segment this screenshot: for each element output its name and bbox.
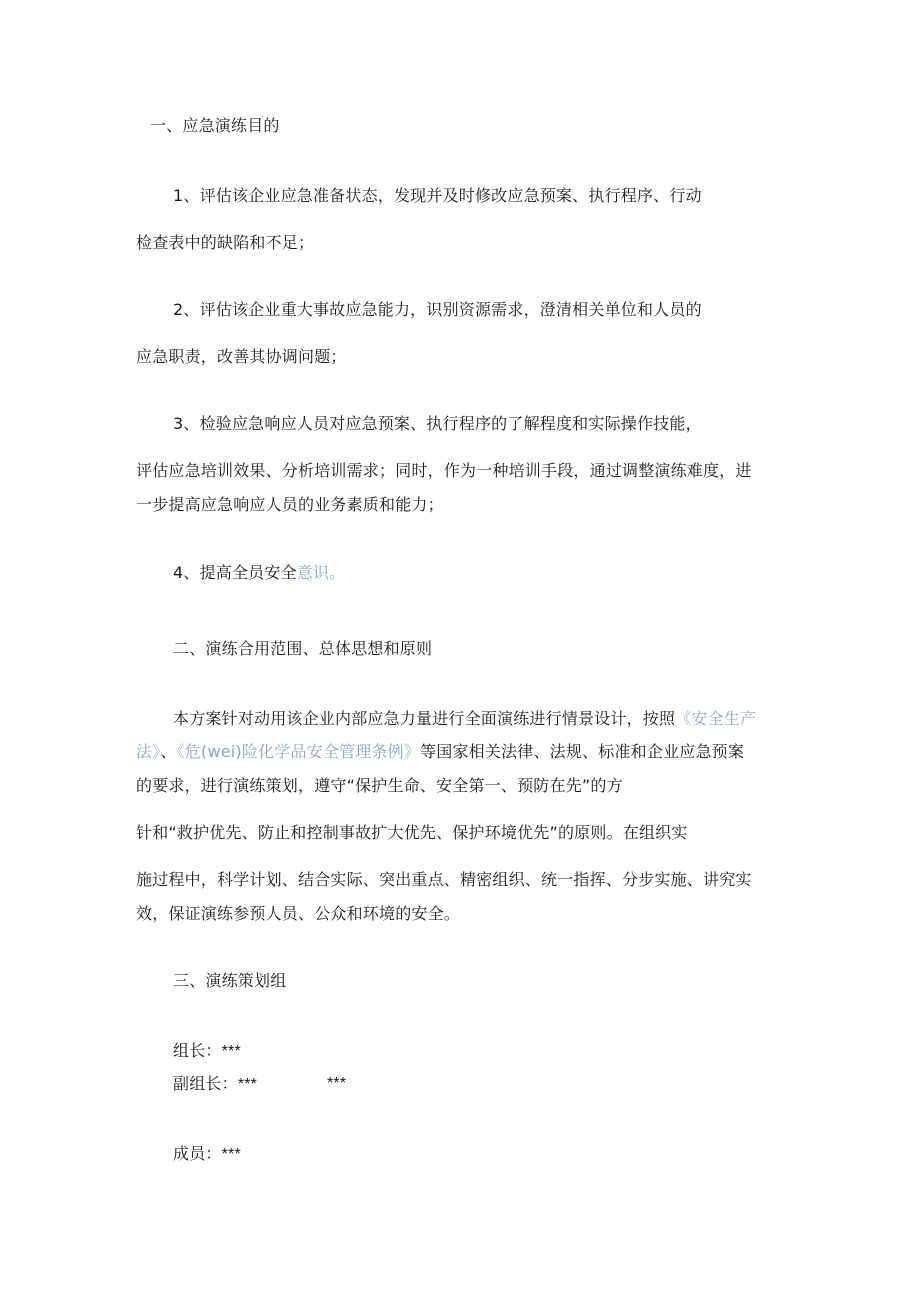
deputy-value-1: *** xyxy=(237,1076,258,1093)
leader-value: *** xyxy=(221,1043,241,1060)
section-2-para-line-4: 针和“救护优先、防止和控制事故扩大优先、保护环境优先”的原则。在组织实 xyxy=(136,823,688,842)
safety-law-link-cont[interactable]: 法》 xyxy=(136,742,161,761)
deputy-leader-row xyxy=(173,1073,257,1096)
section-1-title: 一、应急演练目的 xyxy=(150,116,280,135)
item-4-text: 4、提高全员安全 xyxy=(173,563,297,582)
item-4-link[interactable]: 意识。 xyxy=(296,563,346,582)
item-2-line-2: 应急职责，改善其协调问题； xyxy=(136,347,347,366)
section-2-para-line-2 xyxy=(136,741,744,763)
item-3-line-1: 3、检验应急响应人员对应急预案、执行程序的了解程度和实际操作技能， xyxy=(173,414,702,433)
para-line-2-text: 等国家相关法律、法规、标准和企业应急预案 xyxy=(420,742,745,761)
safety-law-link[interactable]: 《安全生产 xyxy=(675,709,757,728)
item-1-line-2: 检查表中的缺陷和不足； xyxy=(136,233,315,252)
leader-row xyxy=(173,1040,241,1063)
member-label: 成员： xyxy=(173,1144,222,1163)
item-2-line-1: 2、评估该企业重大事故应急能力，识别资源需求，澄清相关单位和人员的 xyxy=(173,300,702,319)
item-3-line-3: 一步提高应急响应人员的业务素质和能力； xyxy=(136,495,444,514)
section-2-para-line-3: 的要求，进行演练策划，遵守“保护生命、安全第一、预防在先”的方 xyxy=(136,776,623,795)
members-row xyxy=(173,1143,241,1166)
member-value: *** xyxy=(221,1146,241,1163)
section-2-para-line-1 xyxy=(173,708,756,730)
para-line-1-text: 本方案针对动用该企业内部应急力量进行全面演练进行情景设计，按照 xyxy=(173,709,676,728)
para-separator: 、 xyxy=(160,742,177,761)
section-3-title: 三、演练策划组 xyxy=(173,971,287,990)
section-2-para-line-5: 施过程中，科学计划、结合实际、突出重点、精密组织、统一指挥、分步实施、讲究实 xyxy=(136,870,752,889)
deputy-label: 副组长： xyxy=(173,1074,238,1093)
item-1-line-1: 1、评估该企业应急准备状态，发现并及时修改应急预案、执行程序、行动 xyxy=(173,186,702,205)
item-3-line-2: 评估应急培训效果、分析培训需求；同时，作为一种培训手段，通过调整演练难度，进 xyxy=(136,461,752,480)
section-2-title: 二、演练合用范围、总体思想和原则 xyxy=(173,639,433,658)
section-2-para-line-6: 效，保证演练参预人员、公众和环境的安全。 xyxy=(136,904,461,923)
leader-label: 组长： xyxy=(173,1041,222,1060)
item-4-line xyxy=(173,562,345,584)
hazardous-chemicals-regulation-link[interactable]: 《危(wei)险化学品安全管理条例》 xyxy=(176,742,421,761)
deputy-value-2: *** xyxy=(327,1075,347,1092)
